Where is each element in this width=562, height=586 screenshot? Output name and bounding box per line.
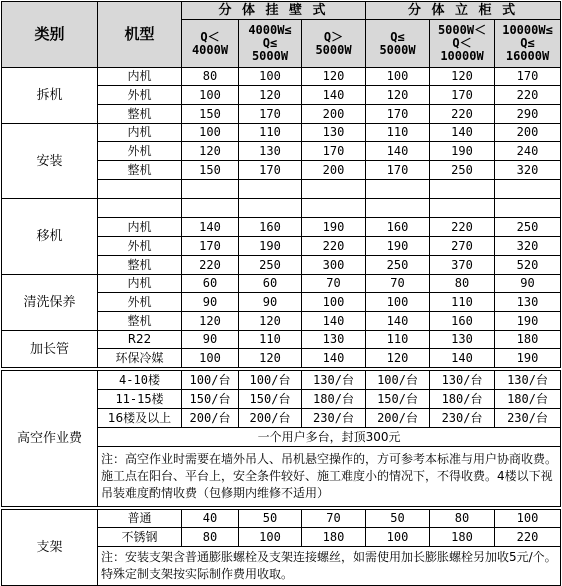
price-cell: 90: [182, 331, 239, 349]
price-cell: 290: [495, 105, 561, 124]
empty-cell: [239, 180, 302, 199]
price-cell: 140: [366, 312, 430, 331]
category-extend: 加长管: [2, 331, 98, 368]
price-cell: 160: [239, 218, 302, 237]
price-cell: 180/台: [495, 390, 561, 409]
category-install: 安装: [2, 124, 98, 199]
price-cell: 300: [302, 256, 366, 275]
table-row: [2, 124, 561, 142]
header-wall-mounted: 分 体 挂 壁 式: [182, 2, 366, 20]
price-cell: 230/台: [302, 409, 366, 428]
range-line: 5000W: [379, 42, 416, 57]
price-cell: 180/台: [430, 390, 495, 409]
price-cell: 110: [239, 124, 302, 142]
price-cell: 70: [366, 275, 430, 293]
price-cell: 190: [302, 218, 366, 237]
price-cell: 80: [182, 528, 239, 547]
price-cell: 170: [495, 68, 561, 86]
price-cell: 150: [182, 161, 239, 180]
price-cell: 120: [366, 349, 430, 368]
price-cell: 160: [366, 218, 430, 237]
price-cell: 170: [239, 161, 302, 180]
range-line: Q≤: [390, 29, 405, 44]
item-name: 外机: [98, 237, 182, 256]
price-cell: 180/台: [302, 390, 366, 409]
price-cell: 170: [239, 105, 302, 124]
price-cell: 130/台: [430, 371, 495, 390]
price-cell: 170: [302, 142, 366, 161]
price-cell: 50: [239, 510, 302, 528]
empty-row: [2, 199, 561, 218]
empty-cell: [98, 180, 182, 199]
price-cell: 200/台: [182, 409, 239, 428]
empty-cell: [430, 199, 495, 218]
price-cell: 130: [430, 331, 495, 349]
price-cell: 150/台: [366, 390, 430, 409]
price-cell: 100: [182, 86, 239, 105]
price-cell: 220: [495, 528, 561, 547]
price-cell: 270: [430, 237, 495, 256]
price-cell: 140: [430, 124, 495, 142]
range-line: 10000W: [440, 49, 484, 63]
price-cell: 320: [495, 237, 561, 256]
item-name: 4-10楼: [98, 371, 182, 390]
price-cell: 190: [239, 237, 302, 256]
item-name: 内机: [98, 124, 182, 142]
range-line: 16000W: [505, 49, 550, 63]
header-cabinet: 分 体 立 柜 式: [366, 2, 561, 20]
price-cell: 110: [366, 124, 430, 142]
price-cell: 100: [366, 68, 430, 86]
price-cell: 220: [430, 105, 495, 124]
price-cell: 130/台: [495, 371, 561, 390]
high-altitude-note: 注：高空作业时需要在墙外吊人、吊机悬空操作的，方可参考本标准与用户协商收费。施工点在阳台、平台上，安全条件较好、施工难度小的情况下，不得收费。4楼以下视吊装难度酌情收费（包修期内维修不适用）: [98, 447, 561, 507]
item-name: 外机: [98, 142, 182, 161]
category-move: 移机: [2, 199, 98, 275]
price-cell: 190: [495, 312, 561, 331]
price-cell: 170: [366, 161, 430, 180]
price-cell: 100: [302, 293, 366, 312]
price-cell: 160: [430, 312, 495, 331]
price-cell: 520: [495, 256, 561, 275]
price-cell: 120: [182, 312, 239, 331]
price-cell: 370: [430, 256, 495, 275]
price-cell: 80: [430, 510, 495, 528]
price-cell: 120: [430, 68, 495, 86]
item-name: 11-15楼: [98, 390, 182, 409]
empty-cell: [98, 199, 182, 218]
range-header: [430, 20, 495, 68]
price-cell: 120: [239, 312, 302, 331]
price-cell: 250: [430, 161, 495, 180]
range-header: [239, 20, 302, 68]
item-name: 内机: [98, 275, 182, 293]
range-line: Q≤: [520, 36, 535, 50]
bracket-note: 注：安装支架含普通膨胀螺栓及支架连接螺丝，如需使用加长膨胀螺栓另加收5元/个。特殊定制支架按实际制作费用收取。: [98, 547, 561, 586]
price-cell: 40: [182, 510, 239, 528]
range-line: Q≤: [262, 36, 278, 50]
price-cell: 220: [430, 218, 495, 237]
price-cell: 100: [495, 510, 561, 528]
price-cell: 80: [430, 275, 495, 293]
price-cell: 320: [495, 161, 561, 180]
price-cell: 90: [239, 293, 302, 312]
range-line: 5000W: [251, 49, 289, 63]
range-line: Q＜: [452, 36, 472, 50]
price-cell: 90: [182, 293, 239, 312]
price-cell: 220: [495, 86, 561, 105]
table-row: [2, 68, 561, 86]
price-cell: 130: [239, 142, 302, 161]
range-header: [302, 20, 366, 68]
price-cell: 120: [366, 86, 430, 105]
price-cell: 140: [430, 349, 495, 368]
empty-cell: [182, 180, 239, 199]
item-name: 不锈钢: [98, 528, 182, 547]
item-name: 外机: [98, 293, 182, 312]
item-name: 内机: [98, 218, 182, 237]
price-cell: 130: [495, 293, 561, 312]
price-cell: 60: [239, 275, 302, 293]
empty-cell: [430, 180, 495, 199]
price-cell: 180: [302, 528, 366, 547]
price-cell: 140: [182, 218, 239, 237]
header-model: 机型: [98, 2, 182, 68]
price-cell: 120: [302, 68, 366, 86]
item-name: 外机: [98, 86, 182, 105]
empty-cell: [495, 180, 561, 199]
empty-cell: [366, 199, 430, 218]
category-clean: 清洗保养: [2, 275, 98, 331]
price-cell: 150/台: [239, 390, 302, 409]
price-cell: 150/台: [182, 390, 239, 409]
empty-cell: [302, 180, 366, 199]
price-cell: 230/台: [495, 409, 561, 428]
item-name: 环保冷媒: [98, 349, 182, 368]
price-cell: 140: [302, 349, 366, 368]
price-cell: 100/台: [366, 371, 430, 390]
price-cell: 90: [495, 275, 561, 293]
price-cell: 100: [366, 528, 430, 547]
header-category: 类别: [2, 2, 98, 68]
price-cell: 50: [366, 510, 430, 528]
table-row: [2, 371, 561, 390]
price-cell: 100: [366, 293, 430, 312]
multi-unit-cap-note: 一个用户多台，封顶300元: [98, 428, 561, 447]
price-cell: 140: [302, 312, 366, 331]
range-line: 5000W: [315, 42, 352, 57]
range-line: 4000W≤: [248, 23, 292, 37]
price-cell: 70: [302, 510, 366, 528]
price-cell: 180: [495, 331, 561, 349]
price-cell: 190: [495, 349, 561, 368]
item-name: 整机: [98, 312, 182, 331]
price-cell: 250: [366, 256, 430, 275]
range-header: [495, 20, 561, 68]
price-cell: 140: [366, 142, 430, 161]
price-cell: 170: [366, 105, 430, 124]
category-bracket: 支架: [2, 510, 98, 586]
table-row: [2, 275, 561, 293]
price-cell: 100: [239, 68, 302, 86]
range-line: 4000W: [191, 42, 229, 57]
price-cell: 140: [302, 86, 366, 105]
price-cell: 100/台: [239, 371, 302, 390]
price-cell: 230/台: [430, 409, 495, 428]
price-cell: 200/台: [366, 409, 430, 428]
price-cell: 80: [182, 68, 239, 86]
price-cell: 220: [182, 256, 239, 275]
range-header: [366, 20, 430, 68]
price-cell: 100: [182, 349, 239, 368]
range-line: 10000W≤: [502, 23, 553, 37]
price-cell: 250: [495, 218, 561, 237]
price-cell: 190: [366, 237, 430, 256]
price-cell: 170: [182, 237, 239, 256]
price-cell: 190: [430, 142, 495, 161]
table-row: [2, 510, 561, 528]
item-name: R22: [98, 331, 182, 349]
item-name: 整机: [98, 256, 182, 275]
price-cell: 200/台: [239, 409, 302, 428]
price-table: [1, 1, 561, 586]
empty-cell: [366, 180, 430, 199]
header-row-1: [2, 2, 561, 20]
price-cell: 180: [430, 528, 495, 547]
price-cell: 170: [430, 86, 495, 105]
price-cell: 100/台: [182, 371, 239, 390]
price-cell: 200: [302, 161, 366, 180]
item-name: 整机: [98, 161, 182, 180]
price-cell: 130: [302, 124, 366, 142]
price-cell: 60: [182, 275, 239, 293]
item-name: 普通: [98, 510, 182, 528]
price-cell: 120: [239, 86, 302, 105]
price-cell: 120: [182, 142, 239, 161]
price-cell: 130/台: [302, 371, 366, 390]
price-cell: 70: [302, 275, 366, 293]
range-line: Q＜: [200, 29, 220, 44]
price-cell: 200: [302, 105, 366, 124]
table-row: [2, 331, 561, 349]
range-line: 5000W＜: [437, 23, 487, 37]
category-high: 高空作业费: [2, 371, 98, 507]
item-name: 内机: [98, 68, 182, 86]
price-cell: 200: [495, 124, 561, 142]
empty-cell: [182, 199, 239, 218]
price-cell: 220: [302, 237, 366, 256]
price-cell: 100: [239, 528, 302, 547]
empty-cell: [239, 199, 302, 218]
price-cell: 130: [302, 331, 366, 349]
price-cell: 100: [182, 124, 239, 142]
category-remove: 拆机: [2, 68, 98, 124]
empty-cell: [302, 199, 366, 218]
price-cell: 110: [366, 331, 430, 349]
price-cell: 250: [239, 256, 302, 275]
range-header: [182, 20, 239, 68]
price-cell: 110: [430, 293, 495, 312]
price-cell: 120: [239, 349, 302, 368]
price-cell: 240: [495, 142, 561, 161]
item-name: 16楼及以上: [98, 409, 182, 428]
empty-cell: [495, 199, 561, 218]
price-cell: 110: [239, 331, 302, 349]
range-line: Q＞: [323, 29, 344, 44]
item-name: 整机: [98, 105, 182, 124]
price-cell: 150: [182, 105, 239, 124]
